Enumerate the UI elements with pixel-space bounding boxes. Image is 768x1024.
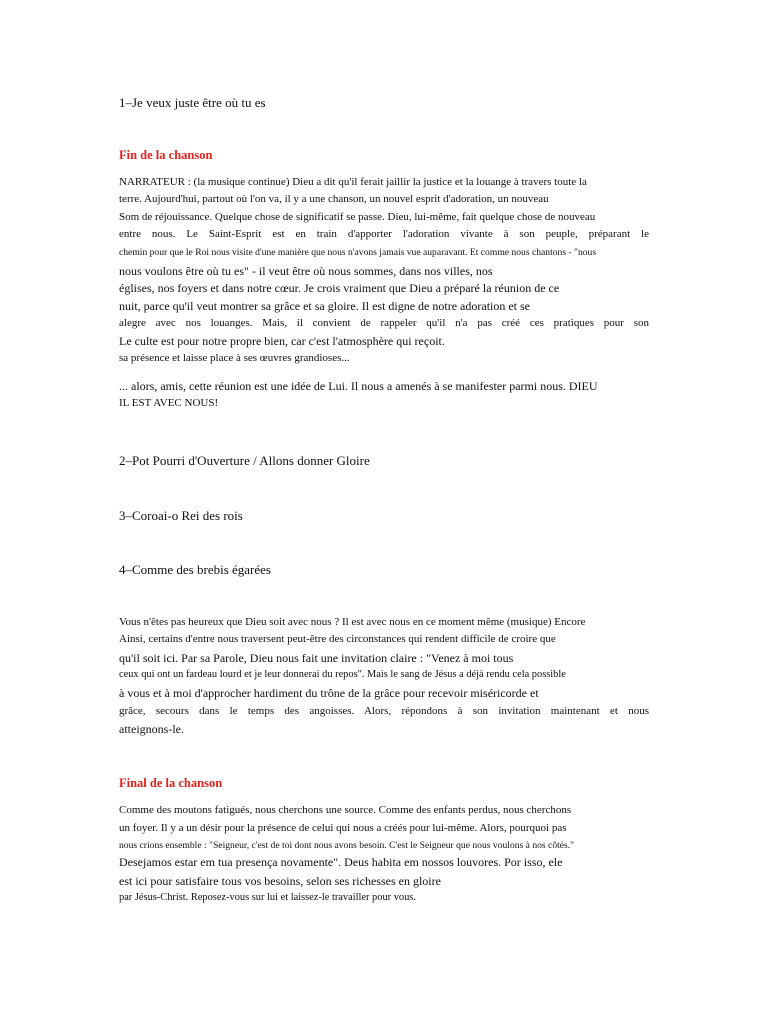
- song-title-4: 4–Comme des brebis égarées: [119, 562, 271, 577]
- paragraph-line: Comme des moutons fatigués, nous cherchons une source. Comme des enfants perdus, nous cherchons: [119, 804, 572, 816]
- narrator-line: nous voulons être où tu es" - il veut être où nous sommes, dans nos villes, nos: [119, 264, 493, 278]
- paragraph-line: Desejamos estar em tua presença novamente". Deus habita em nossos louvores. Por isso, ele: [119, 855, 563, 869]
- narrator-line: ... alors, amis, cette réunion est une idée de Lui. Il nous a amenés à se manifester parmi nous. DIEU: [119, 379, 598, 393]
- paragraph-line: nous crions ensemble : "Seigneur, c'est de toi dont nous avons besoin. C'est le Seigneur que nous voulons à nos côtés.": [119, 840, 575, 851]
- narrator-line: entre nous. Le Saint-Esprit est en train d'apporter l'adoration vivante à son peuple, préparant le: [119, 228, 649, 240]
- song-title-1: 1–Je veux juste être où tu es: [119, 95, 266, 110]
- song-title-2: 2–Pot Pourri d'Ouverture / Allons donner Gloire: [119, 453, 370, 468]
- narrator-line: IL EST AVEC NOUS!: [119, 397, 219, 409]
- narrator-line: Le culte est pour notre propre bien, car c'est l'atmosphère qui reçoit.: [119, 334, 445, 348]
- narrator-line: sa présence et laisse place à ses œuvres grandioses...: [119, 352, 350, 364]
- narrator-line: chemin pour que le Roi nous visite d'une manière que nous n'avons jamais vue auparavant. Et comme nous chantons - "nous: [119, 247, 597, 258]
- paragraph-line: est ici pour satisfaire tous vos besoins, selon ses richesses en gloire: [119, 874, 441, 888]
- paragraph-line: ceux qui ont un fardeau lourd et je leur donnerai du repos". Mais le sang de Jésus a déjà rendu cela possible: [119, 669, 566, 680]
- paragraph-line: par Jésus-Christ. Reposez-vous sur lui et laissez-le travailler pour vous.: [119, 892, 416, 903]
- narrator-line: églises, nos foyers et dans notre cœur. Je crois vraiment que Dieu a préparé la réunion de ce: [119, 281, 560, 295]
- paragraph-line: Vous n'êtes pas heureux que Dieu soit avec nous ? Il est avec nous en ce moment même (musique) Encore: [119, 616, 586, 628]
- paragraph-line: qu'il soit ici. Par sa Parole, Dieu nous fait une invitation claire : "Venez à moi tous: [119, 651, 514, 665]
- heading-end-of-song: Fin de la chanson: [119, 148, 213, 162]
- narrator-line: Som de réjouissance. Quelque chose de significatif se passe. Dieu, lui-même, fait quelque chose de nouveau: [119, 211, 596, 223]
- paragraph-line: à vous et à moi d'approcher hardiment du trône de la grâce pour recevoir miséricorde et: [119, 686, 539, 700]
- narrator-line: terre. Aujourd'hui, partout où l'on va, il y a une chanson, un nouvel esprit d'adoration, un nouveau: [119, 193, 549, 205]
- paragraph-line: atteignons-le.: [119, 722, 184, 736]
- heading-final-of-song: Final de la chanson: [119, 776, 223, 790]
- paragraph-line: un foyer. Il y a un désir pour la présence de celui qui nous a créés pour lui-même. Alors, pourquoi pas: [119, 822, 567, 834]
- narrator-line: nuit, parce qu'il veut montrer sa grâce et sa gloire. Il est digne de notre adoration et se: [119, 299, 531, 313]
- song-title-3: 3–Coroai-o Rei des rois: [119, 508, 243, 523]
- paragraph-line: grâce, secours dans le temps des angoisses. Alors, répondons à son invitation maintenant et nous: [119, 705, 649, 717]
- narrator-line: NARRATEUR : (la musique continue) Dieu a dit qu'il ferait jaillir la justice et la louange à travers toute la: [119, 176, 587, 188]
- paragraph-line: Ainsi, certains d'entre nous traversent peut-être des circonstances qui rendent difficile de croire que: [119, 633, 556, 645]
- narrator-line: alegre avec nos louanges. Mais, il convient de rappeler qu'il n'a pas créé ces pratiques pour son: [119, 317, 649, 329]
